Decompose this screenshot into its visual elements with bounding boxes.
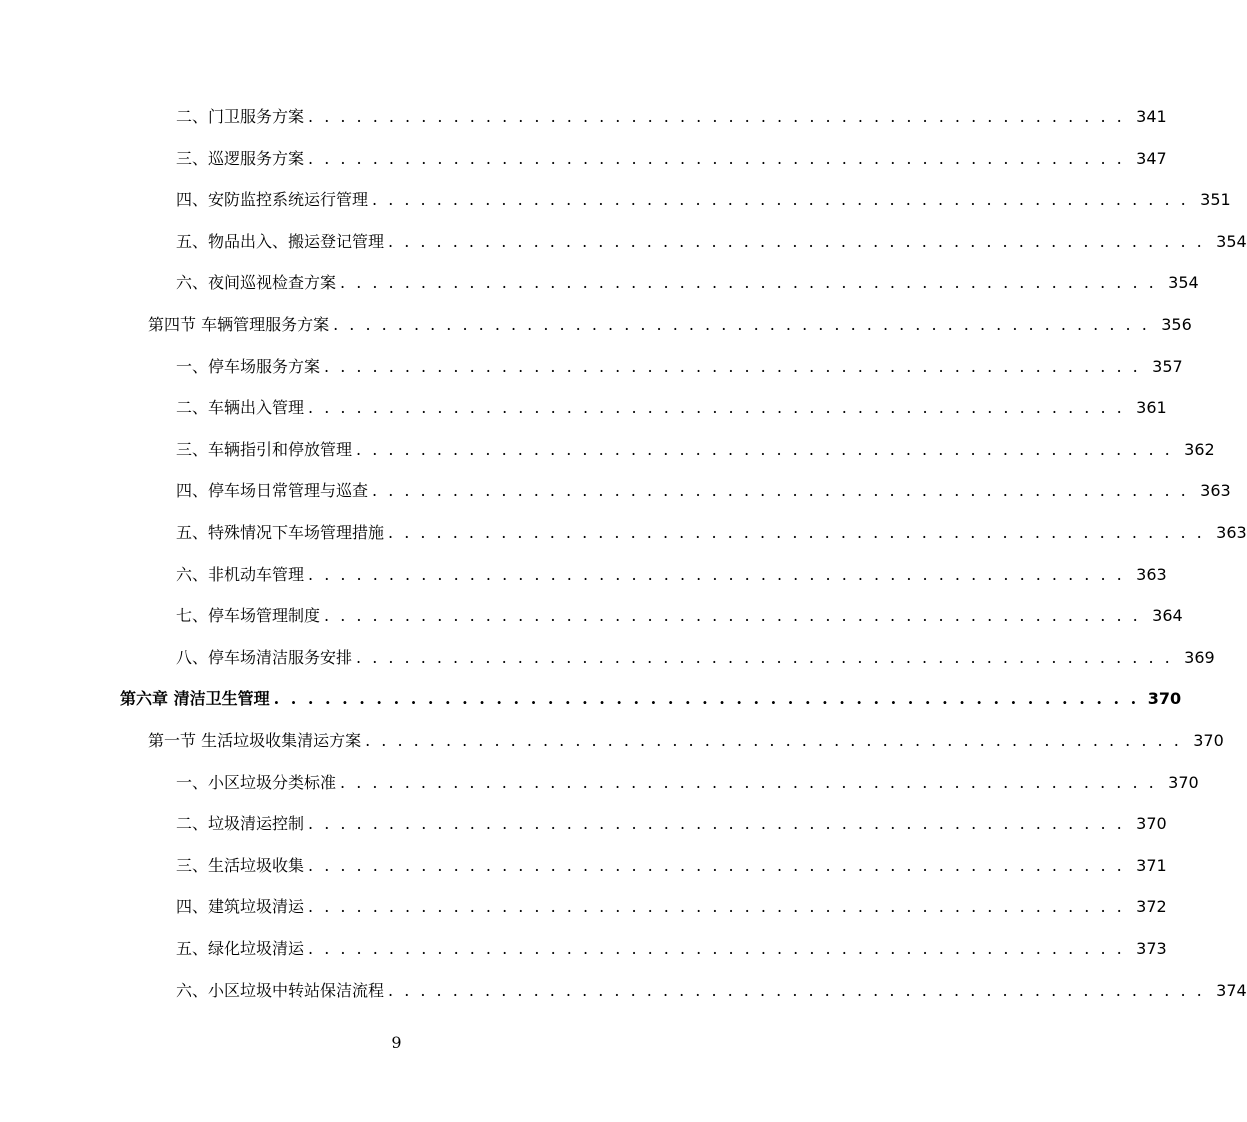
- toc-entry[interactable]: [0, 352, 1183, 382]
- toc-entry-page: 374: [1216, 980, 1247, 1000]
- toc-entry-title: 四、停车场日常管理与巡查: [176, 481, 369, 501]
- toc-entry[interactable]: [0, 892, 1167, 922]
- toc-dot-leader: . . . . . . . . . . . . . . . . . . . . . . . . . . . . . . . . . . . . . . . . . . . . . . . . . . .: [340, 772, 1157, 792]
- toc-entry[interactable]: [0, 851, 1167, 881]
- toc-entry-page: 362: [1184, 439, 1215, 459]
- toc-dot-leader: . . . . . . . . . . . . . . . . . . . . . . . . . . . . . . . . . . . . . . . . . . . . . . . . . . .: [308, 564, 1125, 584]
- toc-entry-page: 370: [1193, 731, 1224, 750]
- toc-dot-leader: . . . . . . . . . . . . . . . . . . . . . . . . . . . . . . . . . . . . . . . . . . . . . . . . . . .: [356, 647, 1173, 667]
- toc-entry-page: 364: [1152, 606, 1183, 626]
- toc-entry-page: 357: [1152, 356, 1183, 376]
- toc-entry-page: 363: [1216, 523, 1247, 542]
- toc-entry[interactable]: [0, 476, 1231, 506]
- toc-entry-page: 372: [1136, 897, 1167, 917]
- toc-dot-leader: . . . . . . . . . . . . . . . . . . . . . . . . . . . . . . . . . . . . . . . . . . . . . . . . . . .: [372, 190, 1189, 210]
- toc-entry-page: 370: [1147, 689, 1182, 709]
- toc-entry[interactable]: [0, 227, 1247, 257]
- toc-dot-leader: . . . . . . . . . . . . . . . . . . . . . . . . . . . . . . . . . . . . . . . . . . . . . . . . . . .: [308, 814, 1125, 834]
- toc-entry-page: 361: [1136, 398, 1167, 418]
- toc-entry[interactable]: [0, 435, 1215, 465]
- toc-entry[interactable]: [0, 934, 1167, 964]
- toc-entry-page: 341: [1136, 107, 1167, 126]
- toc-entry[interactable]: [0, 518, 1247, 548]
- toc-entry-title: 二、车辆出入管理: [176, 398, 305, 418]
- toc-dot-leader: . . . . . . . . . . . . . . . . . . . . . . . . . . . . . . . . . . . . . . . . . . . . . . . . . . .: [308, 897, 1125, 917]
- toc-dot-leader: . . . . . . . . . . . . . . . . . . . . . . . . . . . . . . . . . . . . . . . . . . . . . . . . . . .: [308, 107, 1125, 126]
- toc-entry-title: 一、停车场服务方案: [176, 356, 321, 376]
- toc-entry[interactable]: [0, 601, 1183, 631]
- toc-entry-title: 四、安防监控系统运行管理: [176, 190, 369, 210]
- toc-entry-title: 一、小区垃圾分类标准: [176, 772, 337, 792]
- toc-entry-title: 五、特殊情况下车场管理措施: [176, 523, 385, 542]
- toc-entry-title: 八、停车场清洁服务安排: [176, 647, 353, 667]
- toc-entry-title: 四、建筑垃圾清运: [176, 897, 305, 917]
- toc-entry-page: 363: [1136, 564, 1167, 584]
- toc-entry-title: 二、垃圾清运控制: [176, 814, 305, 834]
- toc-entry[interactable]: [0, 809, 1167, 839]
- page-number: 9: [391, 1033, 402, 1052]
- toc-entry-title: 第六章 清洁卫生管理: [120, 689, 270, 709]
- toc-entry-page: 351: [1200, 190, 1231, 210]
- toc-entry-page: 369: [1184, 647, 1215, 667]
- toc-entry-title: 第一节 生活垃圾收集清运方案: [148, 731, 362, 750]
- toc-entry-page: 356: [1161, 315, 1192, 334]
- toc-entry[interactable]: [0, 643, 1215, 673]
- toc-entry-page: 363: [1200, 481, 1231, 501]
- toc-entry-page: 347: [1136, 148, 1167, 168]
- toc-dot-leader: . . . . . . . . . . . . . . . . . . . . . . . . . . . . . . . . . . . . . . . . . . . . . . . . . . .: [365, 731, 1182, 750]
- toc-entry-page: 354: [1216, 231, 1247, 251]
- toc-entry-title: 六、小区垃圾中转站保洁流程: [176, 980, 385, 1000]
- toc-entry[interactable]: [0, 976, 1247, 1006]
- toc-entry-title: 三、车辆指引和停放管理: [176, 439, 353, 459]
- toc-entry-page: 370: [1136, 814, 1167, 834]
- toc-entry[interactable]: [0, 144, 1167, 174]
- toc-entry-title: 五、绿化垃圾清运: [176, 939, 305, 958]
- toc-dot-leader: . . . . . . . . . . . . . . . . . . . . . . . . . . . . . . . . . . . . . . . . . . . . . . . . . . .: [324, 606, 1141, 626]
- toc-dot-leader: . . . . . . . . . . . . . . . . . . . . . . . . . . . . . . . . . . . . . . . . . . . . . . . . . . .: [356, 439, 1173, 459]
- toc-entry[interactable]: [0, 393, 1167, 423]
- toc-dot-leader: . . . . . . . . . . . . . . . . . . . . . . . . . . . . . . . . . . . . . . . . . . . . . . . . . . .: [308, 398, 1125, 418]
- toc-entry-title: 七、停车场管理制度: [176, 606, 321, 626]
- toc-dot-leader: . . . . . . . . . . . . . . . . . . . . . . . . . . . . . . . . . . . . . . . . . . . . . . . . . . .: [340, 273, 1157, 293]
- toc-entry-title: 三、巡逻服务方案: [176, 148, 305, 168]
- toc-entry[interactable]: [0, 310, 1192, 340]
- toc-dot-leader: . . . . . . . . . . . . . . . . . . . . . . . . . . . . . . . . . . . . . . . . . . . . . . . . . . .: [372, 481, 1189, 501]
- toc-dot-leader: . . . . . . . . . . . . . . . . . . . . . . . . . . . . . . . . . . . . . . . . . . . . . . . . . . .: [333, 315, 1150, 334]
- toc-dot-leader: . . . . . . . . . . . . . . . . . . . . . . . . . . . . . . . . . . . . . . . . . . . . . . . . . . .: [308, 855, 1125, 875]
- toc-entry[interactable]: [0, 560, 1167, 590]
- toc-dot-leader: . . . . . . . . . . . . . . . . . . . . . . . . . . . . . . . . . . . . . . . . . . . . . . . . . . .: [308, 939, 1125, 958]
- toc-entry[interactable]: [0, 185, 1231, 215]
- toc-dot-leader: . . . . . . . . . . . . . . . . . . . . . . . . . . . . . . . . . . . . . . . . . . . . . . . . . . .: [388, 231, 1205, 251]
- toc-dot-leader: . . . . . . . . . . . . . . . . . . . . . . . . . . . . . . . . . . . . . . . . . . . . . . . . . . .: [273, 689, 1140, 709]
- toc-entry[interactable]: [0, 726, 1224, 756]
- toc-dot-leader: . . . . . . . . . . . . . . . . . . . . . . . . . . . . . . . . . . . . . . . . . . . . . . . . . . .: [324, 356, 1141, 376]
- toc-dot-leader: . . . . . . . . . . . . . . . . . . . . . . . . . . . . . . . . . . . . . . . . . . . . . . . . . . .: [388, 523, 1205, 542]
- toc-entry-page: 354: [1168, 273, 1199, 293]
- toc-entry-title: 六、夜间巡视检查方案: [176, 273, 337, 293]
- toc-entry-title: 五、物品出入、搬运登记管理: [176, 231, 385, 251]
- toc-entry-page: 370: [1168, 772, 1199, 792]
- toc-entry[interactable]: [0, 768, 1199, 798]
- toc-entry-title: 第四节 车辆管理服务方案: [148, 315, 330, 334]
- toc-dot-leader: . . . . . . . . . . . . . . . . . . . . . . . . . . . . . . . . . . . . . . . . . . . . . . . . . . .: [388, 980, 1205, 1000]
- toc-dot-leader: . . . . . . . . . . . . . . . . . . . . . . . . . . . . . . . . . . . . . . . . . . . . . . . . . . .: [308, 148, 1125, 168]
- toc-entry-page: 371: [1136, 855, 1167, 875]
- toc-entry[interactable]: [0, 268, 1199, 298]
- toc-entry-page: 373: [1136, 939, 1167, 958]
- toc-entry[interactable]: [0, 684, 1182, 714]
- toc-entry-title: 三、生活垃圾收集: [176, 855, 305, 875]
- toc-entry[interactable]: [0, 102, 1167, 132]
- toc-entry-title: 二、门卫服务方案: [176, 107, 305, 126]
- toc-entry-title: 六、非机动车管理: [176, 564, 305, 584]
